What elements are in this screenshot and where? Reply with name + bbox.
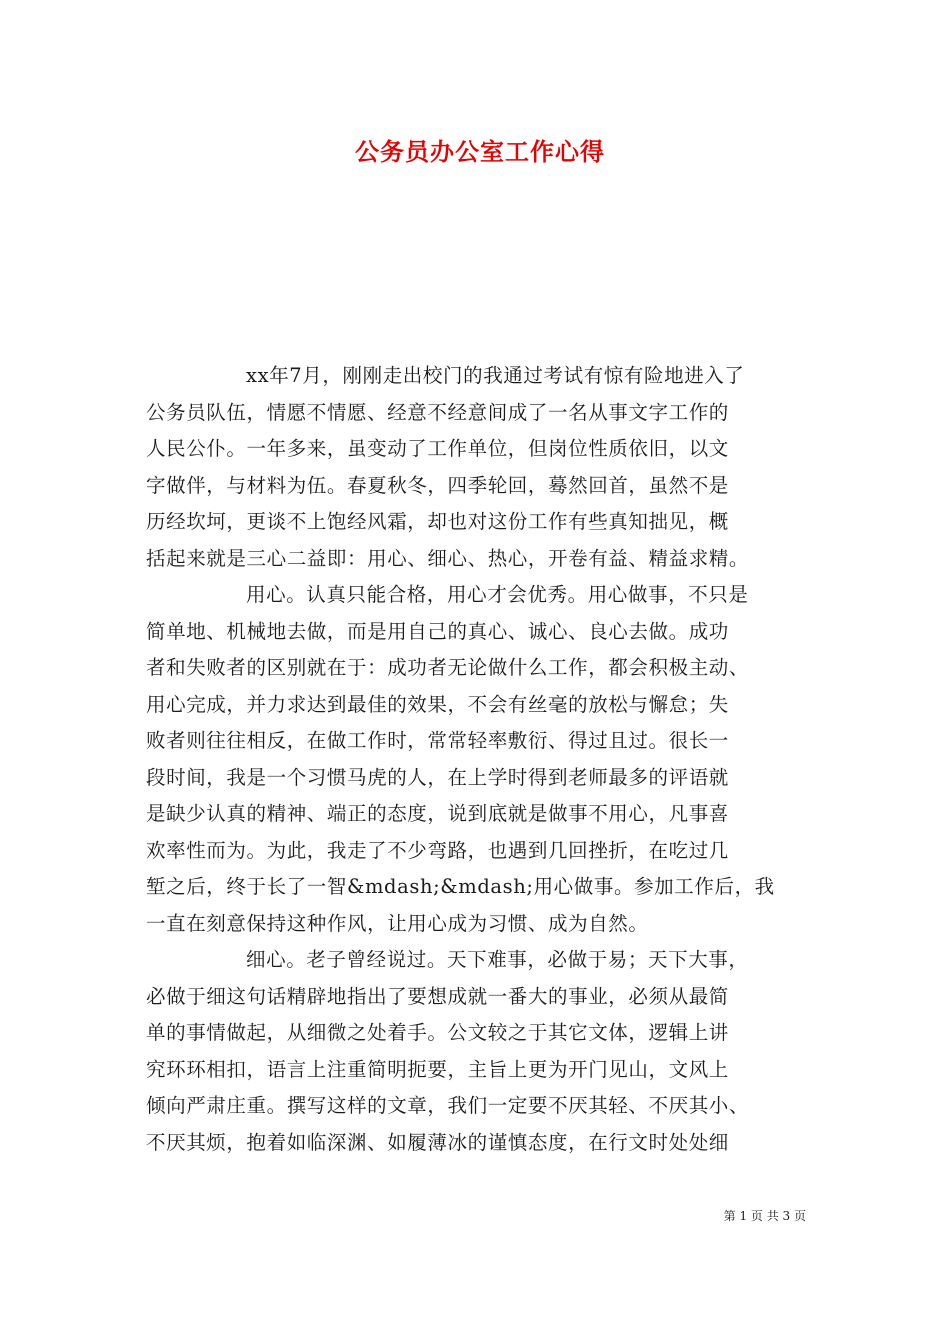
document-title: 公务员办公室工作心得 [355,137,605,166]
page-number-footer: 第 1 页 共 3 页 [723,1209,806,1223]
paragraph-2-line-8: 欢率性而为。为此，我走了不少弯路，也遇到几回挫折，在吃过几 [146,838,729,862]
paragraph-1-line-2: 公务员队伍，情愿不情愿、经意不经意间成了一名从事文字工作的 [146,400,729,424]
paragraph-1-line-4: 字做伴，与材料为伍。春夏秋冬，四季轮回，蓦然回首，虽然不是 [146,473,729,497]
paragraph-1-line-3: 人民公仆。一年多来，虽变动了工作单位，但岗位性质依旧，以文 [146,437,729,460]
paragraph-2-line-2: 简单地、机械地去做，而是用自己的真心、诚心、良心去做。成功 [146,619,729,643]
paragraph-1-line-1: xx年7月，刚刚走出校门的我通过考试有惊有险地进入了 [246,364,745,387]
paragraph-2-line-6: 段时间，我是一个习惯马虎的人，在上学时得到老师最多的评语就 [146,765,729,789]
paragraph-2-line-7: 是缺少认真的精神、端正的态度，说到底就是做事不用心，凡事喜 [146,802,729,825]
paragraph-3-line-3: 单的事情做起，从细微之处着手。公文较之于其它文体，逻辑上讲 [146,1021,729,1044]
paragraph-3-line-5: 倾向严肃庄重。撰写这样的文章，我们一定要不厌其轻、不厌其小、 [146,1094,750,1117]
paragraph-1-line-6: 括起来就是三心二益即：用心、细心、热心，开卷有益、精益求精。 [146,546,750,570]
paragraph-3-line-6: 不厌其烦，抱着如临深渊、如履薄冰的谨慎态度，在行文时处处细 [146,1130,729,1154]
paragraph-3-line-2: 必做于细这句话精辟地指出了要想成就一番大的事业，必须从最简 [146,984,729,1008]
paragraph-1-line-5: 历经坎坷，更谈不上饱经风霜，却也对这份工作有些真知拙见，概 [146,510,729,533]
paragraph-2-line-10: 一直在刻意保持这种作风，让用心成为习惯、成为自然。 [146,911,649,935]
paragraph-3-line-1: 细心。老子曾经说过。天下难事，必做于易；天下大事， [246,948,749,971]
paragraph-2-line-4: 用心完成，并力求达到最佳的效果，不会有丝毫的放松与懈怠；失 [146,692,729,716]
paragraph-2-line-1: 用心。认真只能合格，用心才会优秀。用心做事，不只是 [246,583,749,606]
paragraph-2-line-3: 者和失败者的区别就在于：成功者无论做什么工作，都会积极主动、 [146,656,750,679]
document-body [146,358,811,1161]
paragraph-2-line-5: 败者则往往相反，在做工作时，常常轻率敷衍、得过且过。很长一 [146,729,729,752]
paragraph-3-line-4: 究环环相扣，语言上注重简明扼要，主旨上更为开门见山，文风上 [146,1057,729,1081]
paragraph-2-line-9: 堑之后，终于长了一智&mdash;&mdash;用心做事。参加工作后，我 [146,875,775,898]
